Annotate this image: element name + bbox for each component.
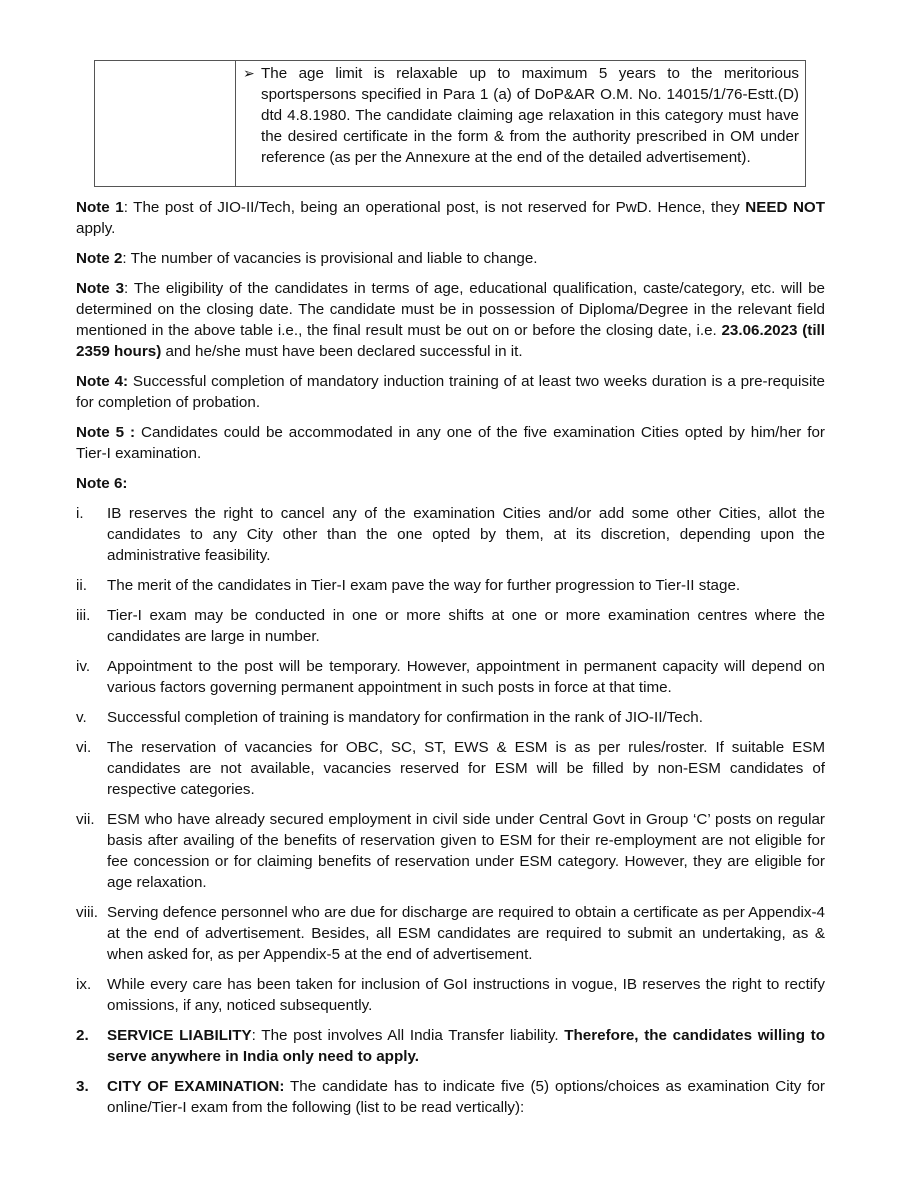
note-5: Note 5 : Candidates could be accommodated in any one of the five examination Cities opted by him/her for Tier-I examination. <box>76 424 825 462</box>
list-item: i. IB reserves the right to cancel any of the examination Cities and/or add some other Cities, allot the candidates to any City other than the one opted by them, at its discretion, depending upon the administrative feasibility. <box>76 505 825 564</box>
list-item: viii. Serving defence personnel who are due for discharge are required to obtain a certificate as per Appendix-4 at the end of advertisement. Besides, all ESM candidates are required to submit an undertaking, as & when asked for, as per Appendix-5 at the end of advertisement. <box>76 904 825 963</box>
list-item: v. Successful completion of training is mandatory for confirmation in the rank of JIO-II/Tech. <box>76 709 703 726</box>
main-content <box>76 197 825 1127</box>
arrow-bullet-icon: ➢ <box>243 65 255 81</box>
note-4: Note 4: Successful completion of mandatory induction training of at least two weeks duration is a pre-requisite for completion of probation. <box>76 373 825 411</box>
eligibility-table-fragment <box>94 60 806 187</box>
note-1: Note 1: The post of JIO-II/Tech, being an operational post, is not reserved for PwD. Hence, they NEED NOT apply. <box>76 199 826 237</box>
list-item: iv. Appointment to the post will be temporary. However, appointment in permanent capacity will depend on various factors governing permanent appointment in such posts in force at that time. <box>76 658 825 696</box>
note-6-list <box>76 503 825 1016</box>
age-relaxation-sportspersons-text: The age limit is relaxable up to maximum 5 years to the meritorious sportspersons specified in Para 1 (a) of DoP&AR O.M. No. 14015/1/76-Estt.(D) dtd 4.8.1980. The candidate claiming age relaxation in this category must have the desired certificate in the form & from the authority prescribed in OM under reference (as per the Annexure at the end of the detailed advertisement). <box>261 65 799 166</box>
note-3: Note 3: The eligibility of the candidates in terms of age, educational qualification, caste/category, etc. will be determined on the closing date. The candidate must be in possession of Diploma/Degree in the relevant field mentioned in the above table i.e., the final result must be out on or before the closing date, i.e. 23.06.2023 (till 2359 hours) and he/she must have been declared successful in it. <box>76 280 825 360</box>
list-item: ix. While every care has been taken for inclusion of GoI instructions in vogue, IB reserves the right to rectify omissions, if any, noticed subsequently. <box>76 976 825 1014</box>
section-city-of-examination: 3. CITY OF EXAMINATION: The candidate has to indicate five (5) options/choices as examination City for online/Tier-I exam from the following (list to be read vertically): <box>76 1078 825 1116</box>
table-empty-cell <box>95 61 236 186</box>
list-item: vii. ESM who have already secured employment in civil side under Central Govt in Group ‘C’ posts on regular basis after availing of the benefits of reservation given to ESM for their re-employment are not eligible for fee concession or for claiming benefits of reservation under ESM category. However, they are eligible for age relaxation. <box>76 811 825 891</box>
section-service-liability: 2. SERVICE LIABILITY: The post involves All India Transfer liability. Therefore, the candidates willing to serve anywhere in India only need to apply. <box>76 1027 825 1065</box>
list-item: ii. The merit of the candidates in Tier-I exam pave the way for further progression to Tier-II stage. <box>76 577 741 594</box>
note-6-heading: Note 6: <box>76 475 128 492</box>
table-text-cell <box>236 61 805 186</box>
list-item: iii. Tier-I exam may be conducted in one or more shifts at one or more examination centres where the candidates are large in number. <box>76 607 825 645</box>
note-2: Note 2: The number of vacancies is provisional and liable to change. <box>76 250 538 267</box>
list-item: vi. The reservation of vacancies for OBC, SC, ST, EWS & ESM is as per rules/roster. If suitable ESM candidates are not available, vacancies reserved for ESM will be filled by non-ESM candidates of respective categories. <box>76 739 825 798</box>
section-list <box>76 1025 825 1118</box>
